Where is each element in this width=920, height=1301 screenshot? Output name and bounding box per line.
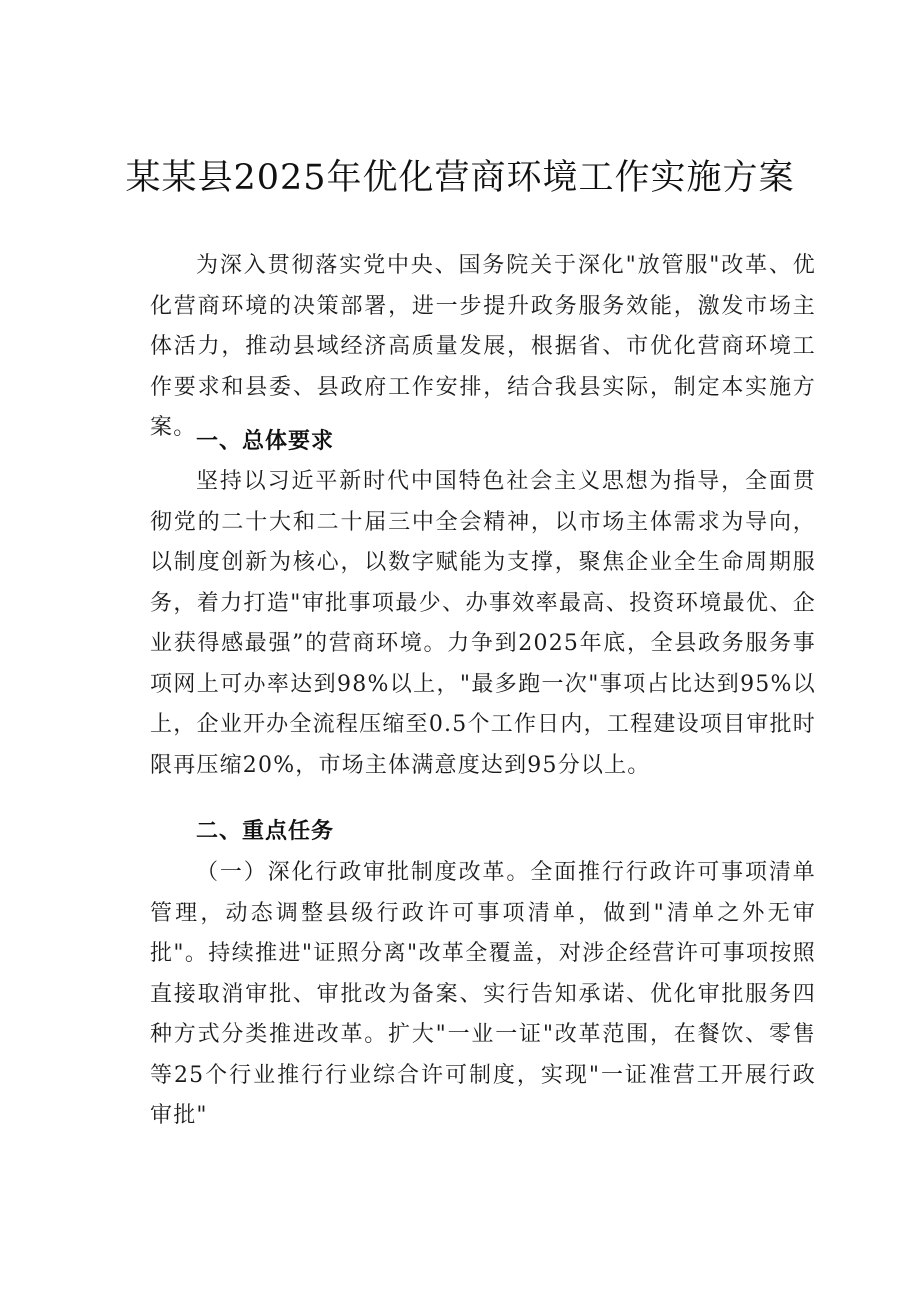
key-task-paragraph: （一）深化行政审批制度改革。全面推行行政许可事项清单管理，动态调整县级行政许可事项清单，做到"清单之外无审批"。持续推进"证照分离"改革全覆盖，对涉企经营许可事项按照直接取消审批、审批改为备案、实行告知承诺、优化审批服务四种方式分类推进改革。扩大"一业一证"改革范围，在餐饮、零售等25个行业推行行业综合许可制度，实现"一证准营工开展行政审批" [150,860,816,1128]
intro-paragraph: 为深入贯彻落实党中央、国务院关于深化"放管服"改革、优化营商环境的决策部署，进一步提升政务服务效能，激发市场主体活力，推动县域经济高质量发展，根据省、市优化营商环境工作要求和县委、县政府工作安排，结合我县实际，制定本实施方案。 [150,253,816,440]
section-heading-general-requirements: 一、总体要求 [196,429,335,454]
general-requirements-paragraph: 坚持以习近平新时代中国特色社会主义思想为指导，全面贯彻党的二十大和二十届三中全会精神，以市场主体需求为导向，以制度创新为核心，以数字赋能为支撑，聚焦企业全生命周期服务，着力打造"审批事项最少、办事效率最高、投资环境最优、企业获得感最强”的营商环境。力争到2025年底，全县政务服务事项网上可办率达到98%以上，"最多跑一次"事项占比达到95%以上，企业开办全流程压缩至0.5个工作日内，工程建设项目审批时限再压缩20%，市场主体满意度达到95分以上。 [150,469,816,778]
section-heading-key-tasks: 二、重点任务 [196,819,335,844]
document-title: 某某县2025年优化营商环境工作实施方案 [125,158,795,198]
